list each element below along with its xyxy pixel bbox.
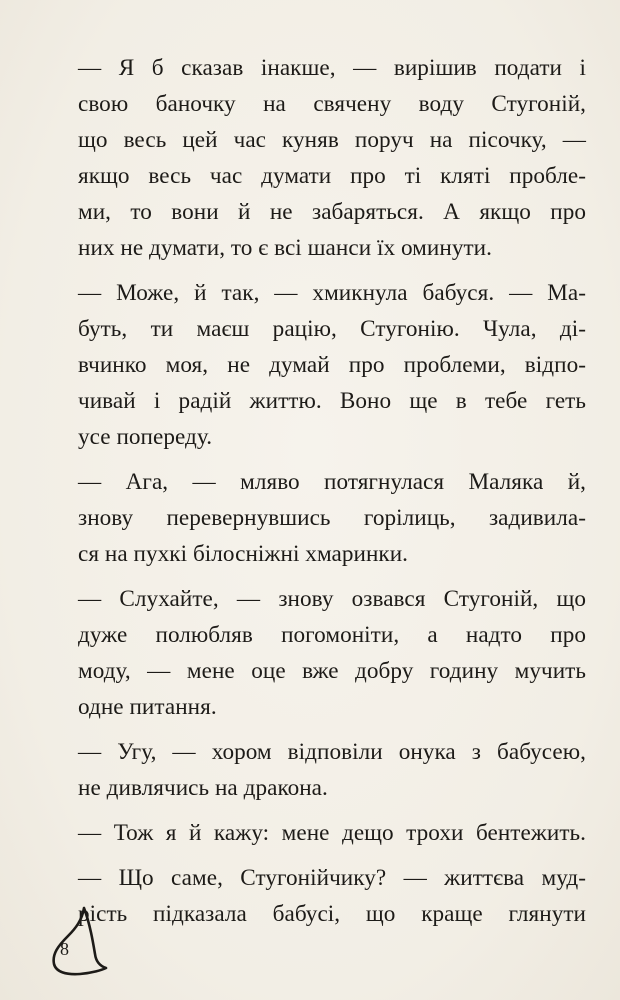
page-number: 8 xyxy=(60,939,69,959)
text-line: — Може, й так, — хмикнула бабуся. — Ма- xyxy=(78,280,586,306)
text-line: чивай і радій життю. Воно ще в тебе геть xyxy=(78,388,586,414)
text-line: — Слухайте, — знову озвався Стугоній, що xyxy=(78,586,586,612)
text-line: — Я б сказав інакше, — вирішив подати і xyxy=(78,55,586,81)
text-line: — Угу, — хором відповіли онука з бабусею, xyxy=(78,739,586,765)
page-number-ornament xyxy=(46,906,116,976)
paragraph xyxy=(78,50,586,266)
paragraph xyxy=(78,734,586,806)
text-line: вчинко моя, не думай про проблеми, відпо- xyxy=(78,352,586,378)
text-line: усе попереду. xyxy=(78,424,213,450)
paragraph xyxy=(78,275,586,455)
text-line: якщо весь час думати про ті кляті пробле- xyxy=(78,163,586,189)
text-line: одне питання. xyxy=(78,694,217,720)
text-line: — Тож я й кажу: мене дещо трохи бентежить. xyxy=(78,820,586,846)
paragraph xyxy=(78,464,586,572)
text-line: — Що саме, Стугонійчику? — життєва муд- xyxy=(78,865,586,891)
text-line: свою баночку на свячену воду Стугоній, xyxy=(78,91,586,117)
text-line: буть, ти маєш рацію, Стугонію. Чула, ді- xyxy=(78,316,586,342)
text-line: рість підказала бабусі, що краще глянути xyxy=(78,901,586,927)
text-line: знову перевернувшись горілиць, задивила- xyxy=(78,505,586,531)
text-line: ся на пухкі білосніжні хмаринки. xyxy=(78,541,409,567)
text-line: ми, то вони й не забаряться. А якщо про xyxy=(78,199,586,225)
paragraph xyxy=(78,581,586,725)
paragraph xyxy=(78,860,586,932)
text-line: дуже полюбляв погомоніти, а надто про xyxy=(78,622,586,648)
paragraph xyxy=(78,815,586,851)
text-line: них не думати, то є всі шанси їх оминути. xyxy=(78,235,492,261)
text-line: що весь цей час куняв поруч на пісочку, — xyxy=(78,127,586,153)
text-line: моду, — мене оце вже добру годину мучить xyxy=(78,658,586,684)
body-text xyxy=(78,50,586,941)
drop-ornament-icon xyxy=(46,906,116,976)
text-line: — Ага, — мляво потягнулася Маляка й, xyxy=(78,469,586,495)
text-line: не дивлячись на дракона. xyxy=(78,775,328,801)
